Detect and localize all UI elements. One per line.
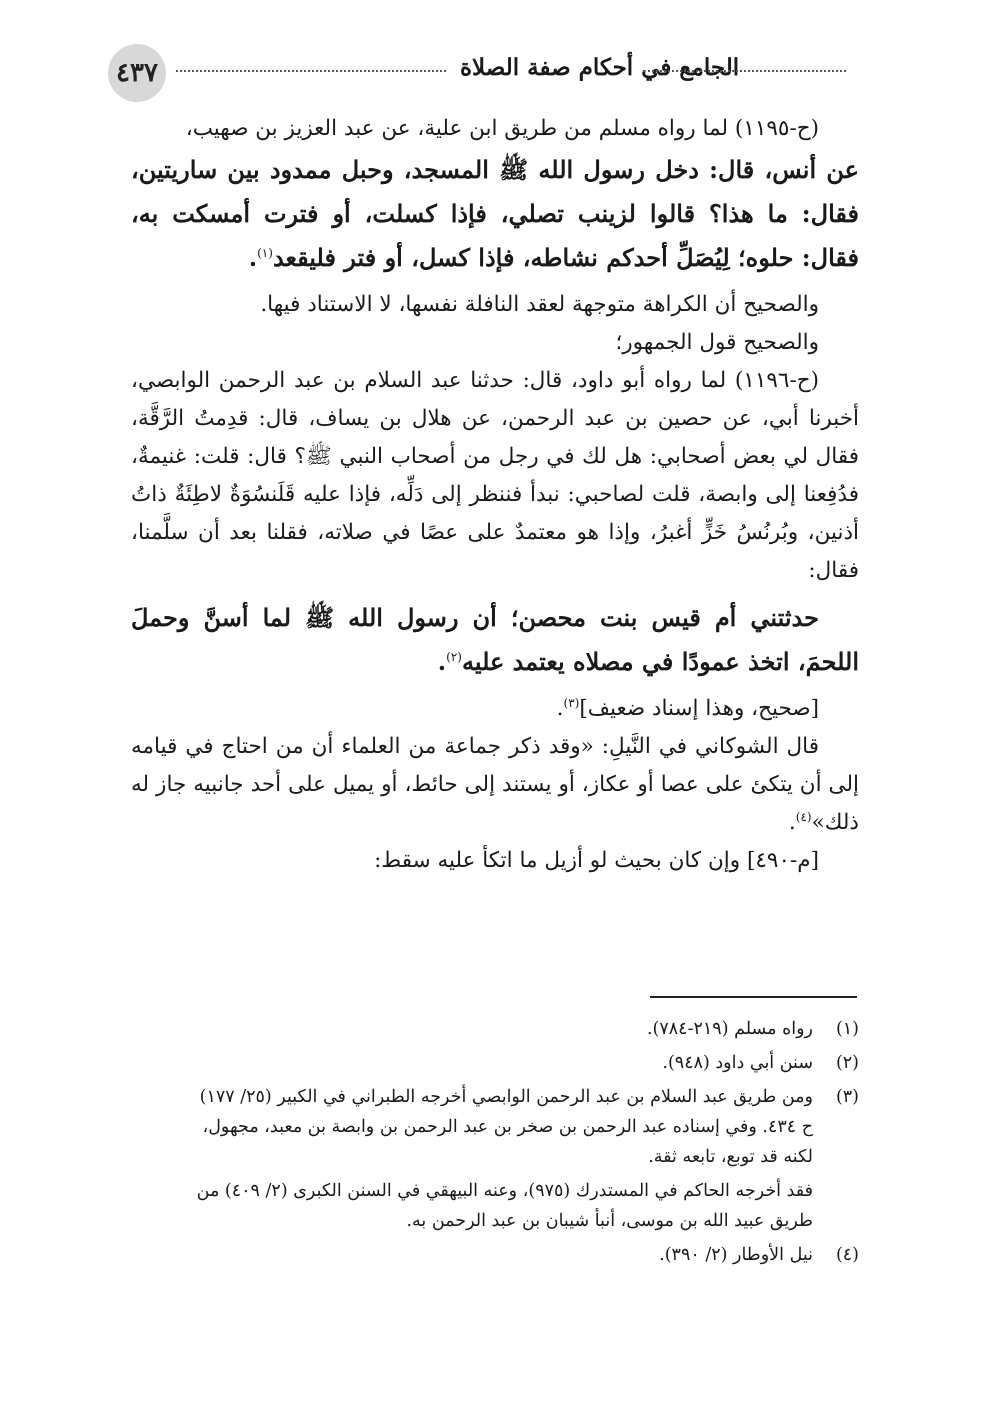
footnote-separator <box>650 996 857 998</box>
footnote-text: سنن أبي داود (٩٤٨). <box>662 1053 813 1073</box>
footnote-text: ح ٤٣٤. وفي إسناده عبد الرحمن بن صخر بن عبد الرحمن بن وابصة بن معبد، مجهول، <box>202 1117 813 1137</box>
paragraph-hadith-1195-intro: (ح-١١٩٥) لما رواه مسلم من طريق ابن علية، عن عبد العزيز بن صهيب، <box>185 116 819 141</box>
footnote-number: (٢) <box>835 1053 859 1073</box>
paragraph-shawkani-quote: قال الشوكاني في النَّيلِ: «وقد ذكر جماعة من العلماء أن من احتاج في قيامه إلى أن يتكئ على عصا أو عكاز، أو يستند إلى حائط، أو يميل على أحد جانبيه جاز له ذلك»$^{(٤)}$. <box>131 734 859 835</box>
footnote-marker-2: (٢) <box>446 650 462 664</box>
running-header <box>108 44 848 100</box>
main-text <box>131 110 859 880</box>
header-dotted-leader-left <box>176 70 446 72</box>
header-dotted-leader-right <box>643 70 846 72</box>
footnote-4 <box>131 1240 859 1270</box>
footnote-1 <box>131 1014 859 1044</box>
footnote-number: (٣) <box>835 1087 859 1107</box>
paragraph-majority-view: والصحيح قول الجمهور؛ <box>615 330 819 355</box>
footnote-text: لكنه قد توبع، تابعه ثقة. <box>648 1147 813 1167</box>
paragraph-opinion: والصحيح أن الكراهة متوجهة لعقد النافلة نفسها، لا الاستناد فيها. <box>260 292 819 317</box>
paragraph-hadith-1195-text: عن أنس، قال: دخل رسول الله ﷺ المسجد، وحبل ممدود بين ساريتين، فقال: ما هذا؟ قالوا لزينب تصلي، فإذا كسلت، أو فترت أمسكت به، فقال: حلوه؛ لِيُصَلِّ أحدكم نشاطه، فإذا كسل، أو فتر فليقعد$^{(١)}$. <box>131 155 859 272</box>
footnote-marker-4: (٤) <box>795 809 812 824</box>
footnote-text: فقد أخرجه الحاكم في المستدرك (٩٧٥)، وعنه البيهقي في السنن الكبرى (٢/ ٤٠٩) من <box>196 1181 813 1201</box>
page-number: ٤٣٧ <box>108 44 166 102</box>
paragraph-hadith-1196-text: حدثتني أم قيس بنت محصن؛ أن رسول الله ﷺ لما أسنَّ وحملَ اللحمَ، اتخذ عمودًا في مصلاه يعتمد عليه$^{(٢)}$. <box>131 603 859 676</box>
footnote-marker-3: (٣) <box>563 695 580 710</box>
footnotes <box>131 1014 859 1274</box>
footnote-3-continued <box>131 1176 859 1236</box>
footnote-text: نيل الأوطار (٢/ ٣٩٠). <box>659 1245 813 1265</box>
footnote-marker-1: (١) <box>257 246 273 260</box>
footnote-3 <box>131 1082 859 1172</box>
footnote-text: طريق عبيد الله بن موسى، أنبأ شيبان بن عبد الرحمن به. <box>406 1211 813 1231</box>
footnote-number <box>813 1176 859 1236</box>
footnote-text: ومن طريق عبد السلام بن عبد الرحمن الوابصي أخرجه الطبراني في الكبير (٢٥/ ١٧٧) <box>199 1087 813 1107</box>
paragraph-issue-490: [م-٤٩٠] وإن كان بحيث لو أزيل ما اتكأ عليه سقط: <box>374 848 819 873</box>
footnote-number: (٤) <box>835 1245 859 1265</box>
footnote-number: (١) <box>835 1019 859 1039</box>
footnote-text: رواه مسلم (٢١٩-٧٨٤). <box>646 1019 813 1039</box>
paragraph-grading: [صحيح، وهذا إسناد ضعيف]$^{(٣)}$. <box>556 695 819 721</box>
book-title: الجامع في أحكام صفة الصلاة <box>460 54 740 81</box>
footnote-2 <box>131 1048 859 1078</box>
paragraph-hadith-1196: (ح-١١٩٦) لما رواه أبو داود، قال: حدثنا عبد السلام بن عبد الرحمن الوابصي، أخبرنا أبي، عن حصين بن عبد الرحمن، عن هلال بن يساف، قال: قدِمتُ الرَّقَّة، فقال لي بعض أصحابي: هل لك في رجل من أصحاب النبي ﷺ؟ قال: قلت: غنيمةٌ، فدُفِعنا إلى وابصة، قلت لصاحبي: نبدأ فننظر إلى دَلِّه، فإذا عليه قَلَنسُوَةٌ لاطِئَةٌ ذاتُ أذنين، وبُرنُسُ خَزٍّ أغبرُ، وإذا هو معتمدٌ على عصًا في صلاته، فقلنا بعد أن سلَّمنا، فقال: <box>131 368 859 583</box>
